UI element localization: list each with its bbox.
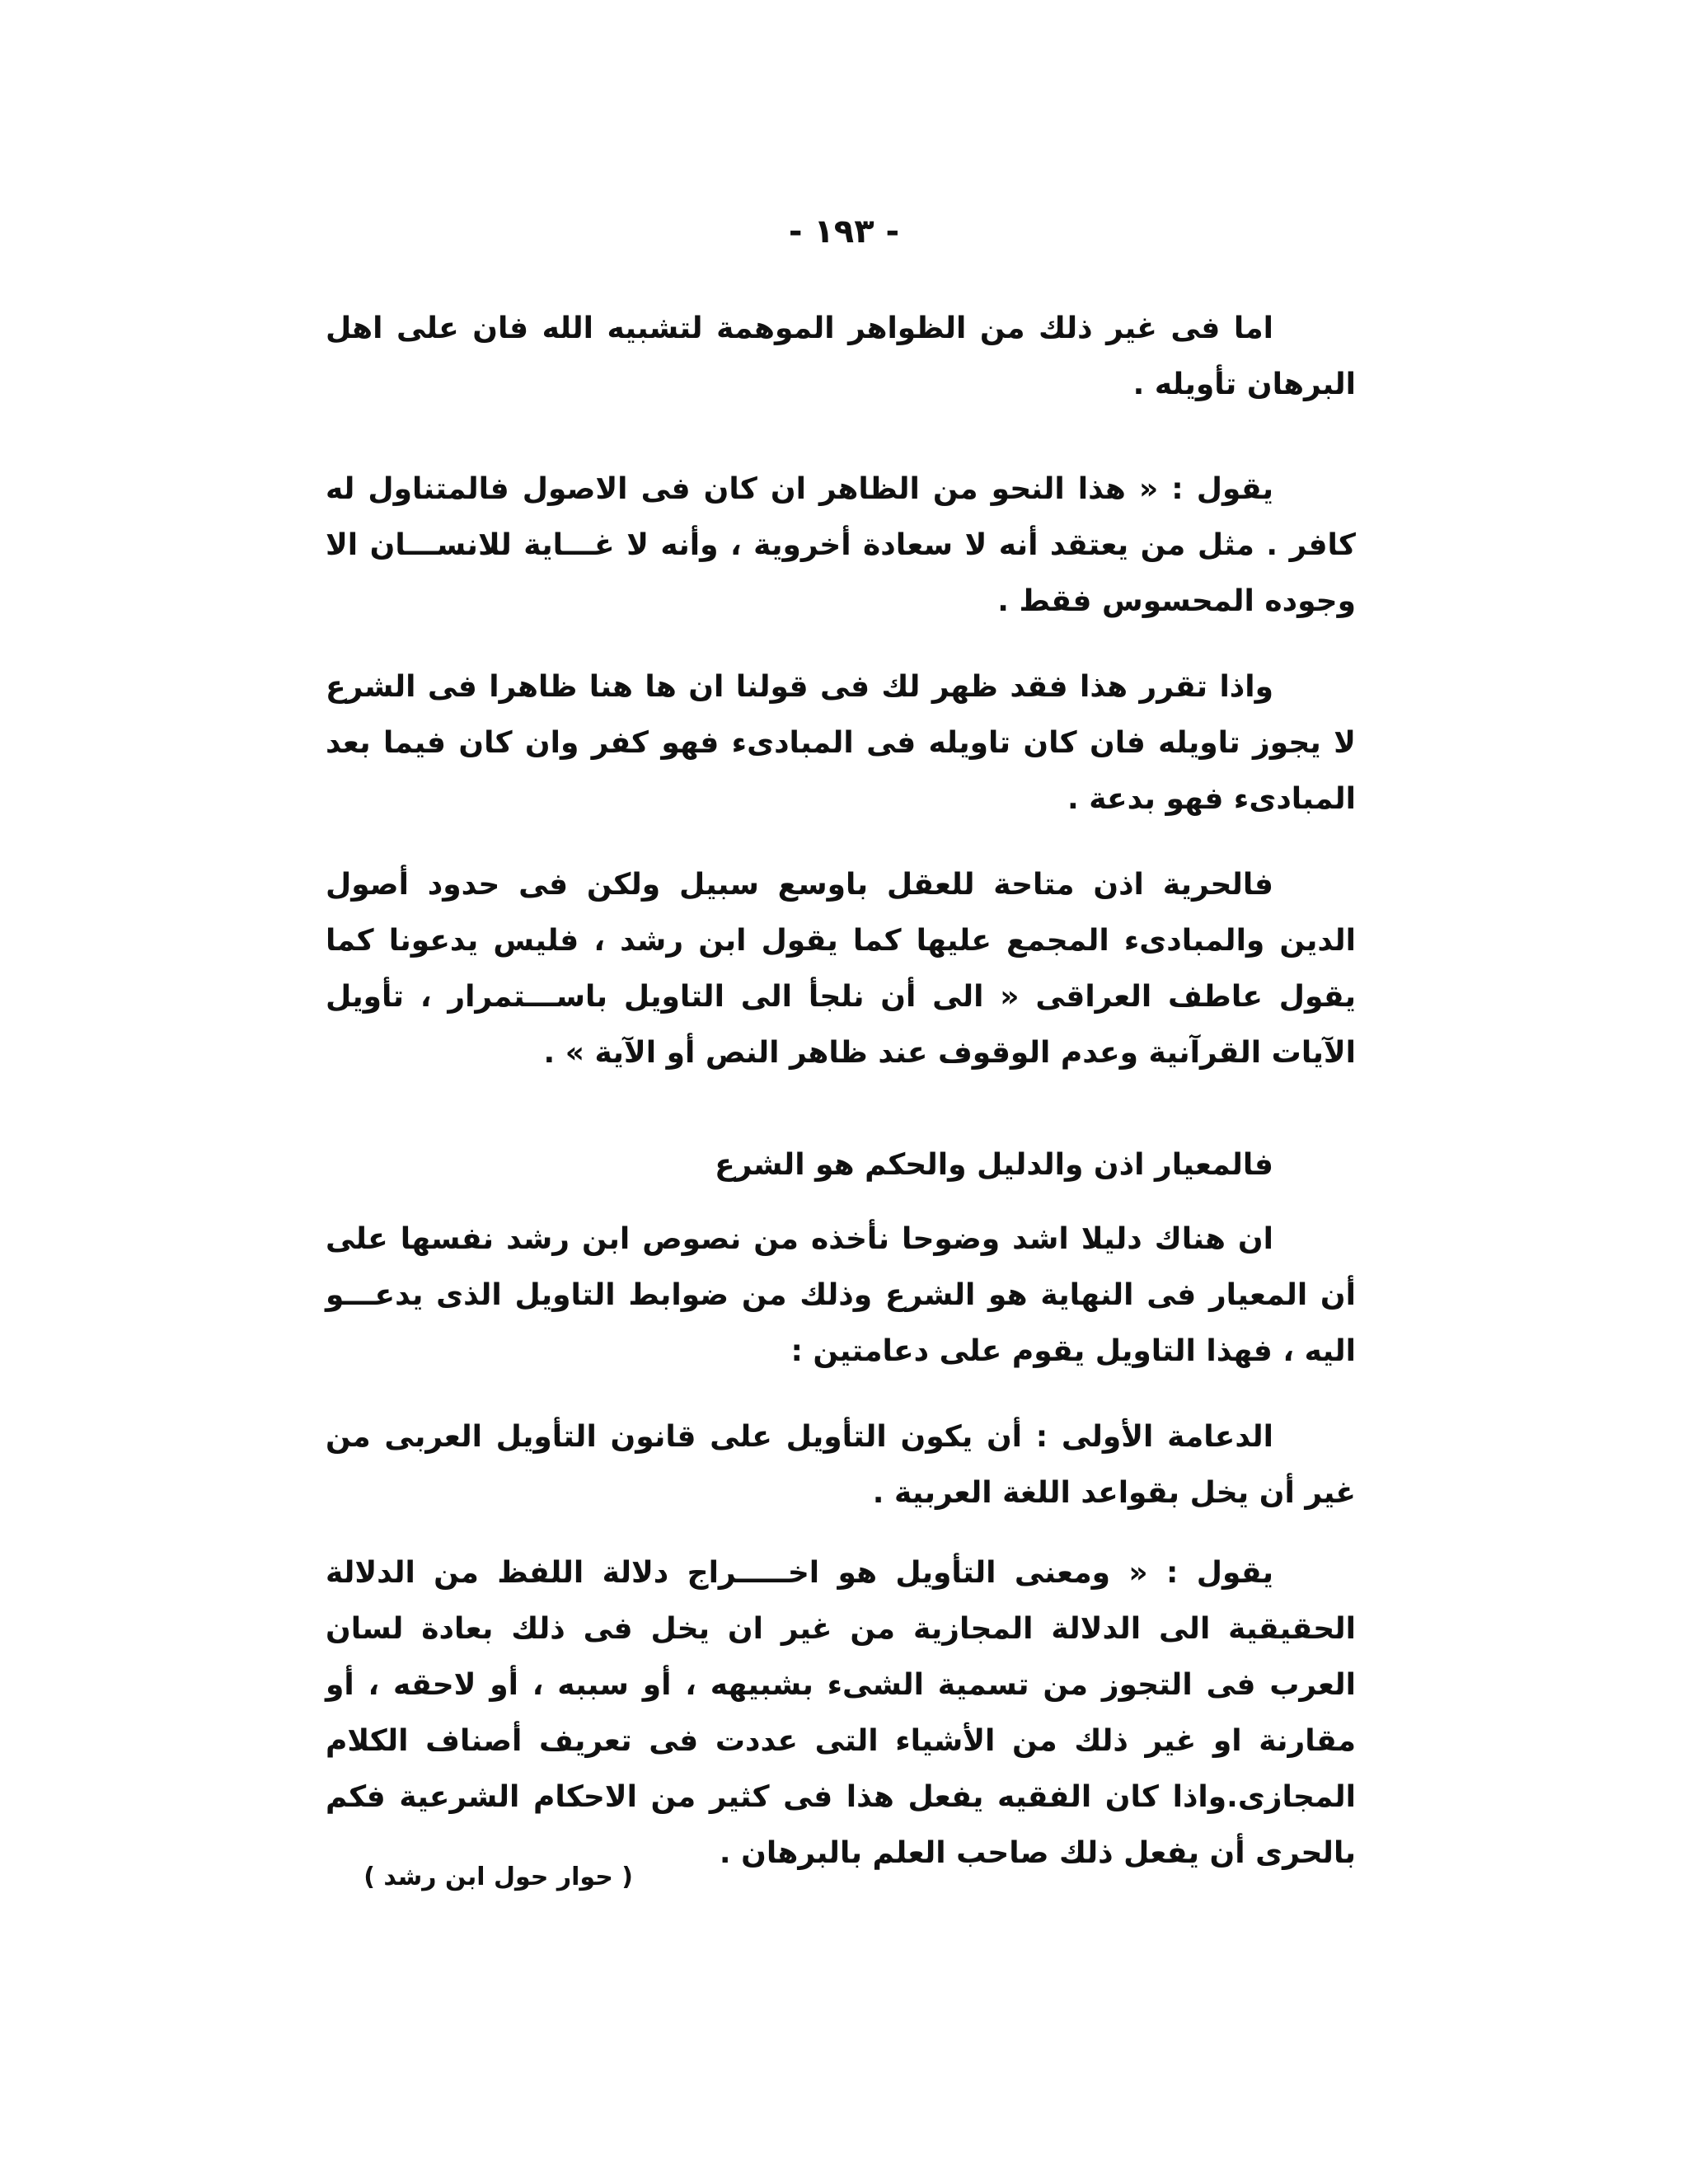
paragraph-text: فالمعيار اذن والدليل والحكم هو الشرع [715, 1148, 1273, 1182]
paragraph-text: واذا تقرر هذا فقد ظهر لك فى قولنا ان ها هنا ظاهرا فى الشرع لا يجوز تاويله فان كان تاويله فى المبادىء فهو كفر وان كان فيما بعد المبادىء فهو بدعة . [326, 670, 1356, 816]
footer-note: ( حوار حول ابن رشد ) [363, 1863, 633, 1891]
paragraph-text: فالحرية اذن متاحة للعقل باوسع سبيل ولكن فى حدود أصول الدين والمبادىء المجمع عليها كما يقول ابن رشد ، فليس يدعونا كما يقول عاطف العراقى « الى أن نلجأ الى التاويل باســـتمرار ، تأويل الآيات القرآنية وعدم الوقوف عند ظاهر النص أو الآية » . [326, 868, 1356, 1070]
paragraph-text: ان هناك دليلا اشد وضوحا نأخذه من نصوص ابن رشد نفسها على أن المعيار فى النهاية هو الشرع وذلك من ضوابط التاويل الذى يدعـــو اليه ، فهذا التاويل يقوم على دعامتين : [326, 1222, 1356, 1368]
paragraph-text: الدعامة الأولى : أن يكون التأويل على قانون التأويل العربى من غير أن يخل بقواعد اللغة العربية . [326, 1420, 1356, 1510]
page-number: - ١٩٣ - [788, 213, 900, 251]
paragraph-8 [326, 1545, 1356, 1882]
paragraph-2 [326, 462, 1356, 630]
paragraph-text: اما فى غير ذلك من الظواهر الموهمة لتشبيه الله فان على اهل البرهان تأويله . [326, 312, 1356, 401]
paragraph-7 [326, 1409, 1356, 1521]
paragraph-6 [326, 1212, 1356, 1380]
paragraph-1 [326, 301, 1356, 413]
paragraph-text: يقول : « هذا النحو من الظاهر ان كان فى الاصول فالمتناول له كافر . مثل من يعتقد أنه لا سعادة أخروية ، وأنه لا غـــاية للانســـان الا وجوده المحسوس فقط . [326, 472, 1356, 618]
paragraph-3 [326, 659, 1356, 827]
paragraph-4 [326, 857, 1356, 1081]
paragraph-text: يقول : « ومعنى التأويل هو اخـــــراج دلالة اللفظ من الدلالة الحقيقية الى الدلالة المجازية من غير ان يخل فى ذلك بعادة لسان العرب فى التجوز من تسمية الشىء بشبيهه ، أو سببه ، أو لاحقه ، أو مقارنة او غير ذلك من الأشياء التى عددت فى تعريف أصناف الكلام المجازى.واذا كان الفقيه يفعل هذا فى كثير من الاحكام الشرعية فكم بالحرى أن يفعل ذلك صاحب العلم بالبرهان . [326, 1556, 1356, 1870]
paragraph-5 [326, 1137, 1356, 1193]
